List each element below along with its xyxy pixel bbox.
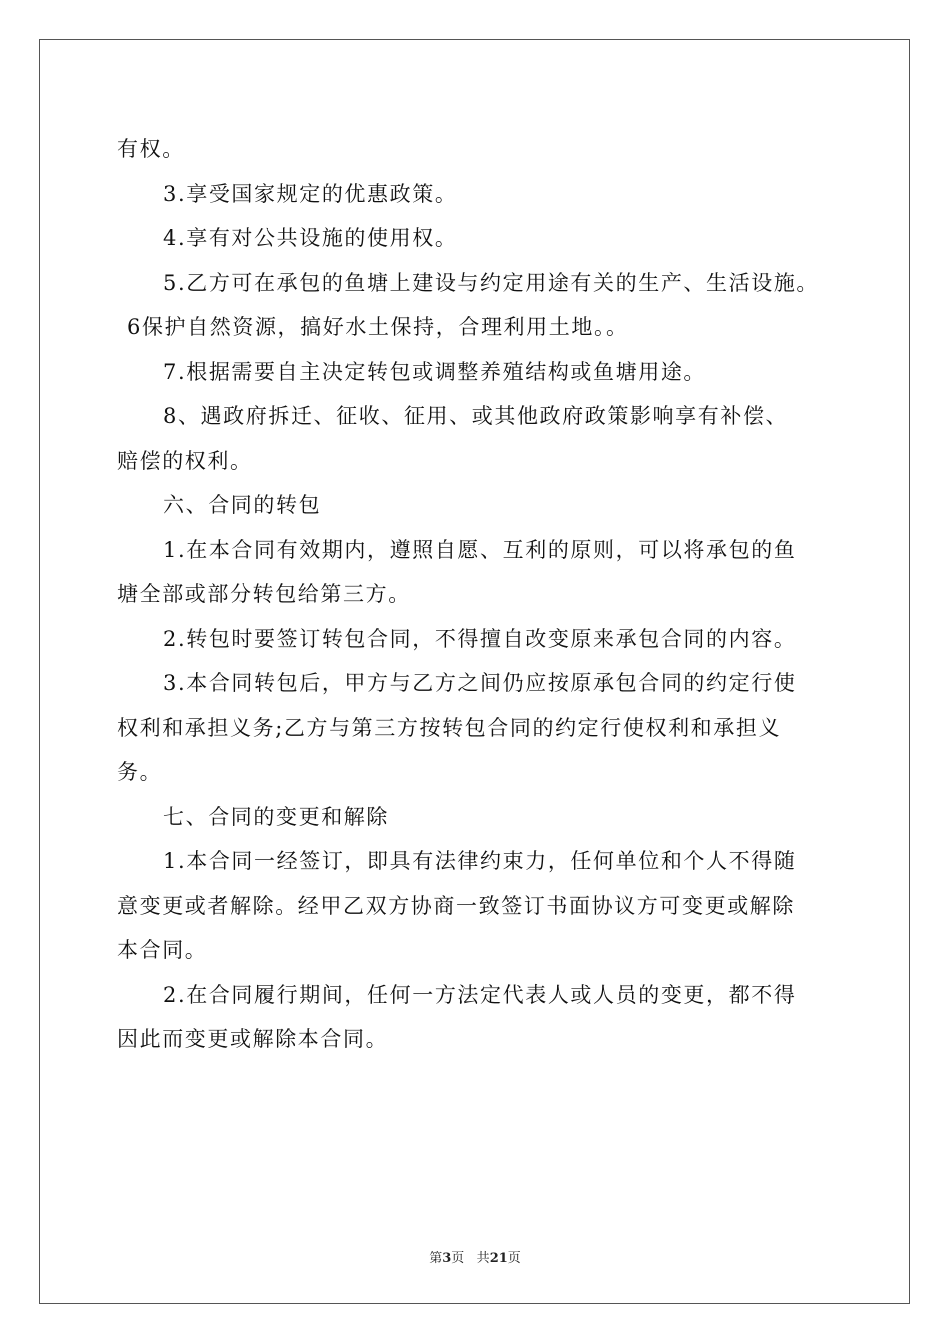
list-item: 2.转包时要签订转包合同，不得擅自改变原来承包合同的内容。 — [163, 626, 797, 651]
total-pages: 21 — [489, 1251, 508, 1266]
list-item: 8、遇政府拆迁、征收、征用、或其他政府政策影响享有补偿、 — [163, 404, 789, 428]
page-number: 3 — [442, 1251, 452, 1266]
text-line: 意变更或者解除。经甲乙双方协商一致签订书面协议方可变更或解除 — [117, 893, 795, 918]
list-item: 2.在合同履行期间，任何一方法定代表人或人员的变更，都不得 — [163, 982, 797, 1007]
text-line: 赔偿的权利。 — [117, 448, 253, 473]
text-line: 有权。 — [117, 137, 185, 161]
section-heading: 七、合同的变更和解除 — [163, 804, 389, 829]
list-item: 3.本合同转包后，甲方与乙方之间仍应按原承包合同的约定行使 — [163, 671, 797, 695]
text-line: 本合同。 — [117, 938, 208, 962]
page-prefix: 第 — [429, 1251, 443, 1266]
document-body — [117, 127, 837, 1062]
page-footer — [0, 1247, 950, 1266]
total-suffix: 页 — [507, 1251, 521, 1266]
text-line: 务。 — [117, 760, 163, 784]
list-item: 6保护自然资源，搞好水土保持，合理利用土地。。 — [127, 315, 629, 339]
total-prefix: 共 — [476, 1251, 490, 1266]
text-line: 权利和承担义务;乙方与第三方按转包合同的约定行使权利和承担义 — [117, 715, 782, 740]
text-line: 塘全部或部分转包给第三方。 — [117, 582, 411, 606]
list-item: 4.享有对公共设施的使用权。 — [163, 226, 458, 250]
section-heading: 六、合同的转包 — [163, 493, 322, 517]
list-item: 3.享受国家规定的优惠政策。 — [163, 181, 458, 206]
list-item: 7.根据需要自主决定转包或调整养殖结构或鱼塘用途。 — [163, 359, 707, 384]
list-item: 5.乙方可在承包的鱼塘上建设与约定用途有关的生产、生活设施。 — [163, 270, 820, 295]
text-line: 因此而变更或解除本合同。 — [117, 1027, 389, 1051]
page-suffix: 页 — [451, 1251, 465, 1266]
list-item: 1.在本合同有效期内，遵照自愿、互利的原则，可以将承包的鱼 — [163, 537, 797, 562]
list-item: 1.本合同一经签订，即具有法律约束力，任何单位和个人不得随 — [163, 849, 797, 873]
